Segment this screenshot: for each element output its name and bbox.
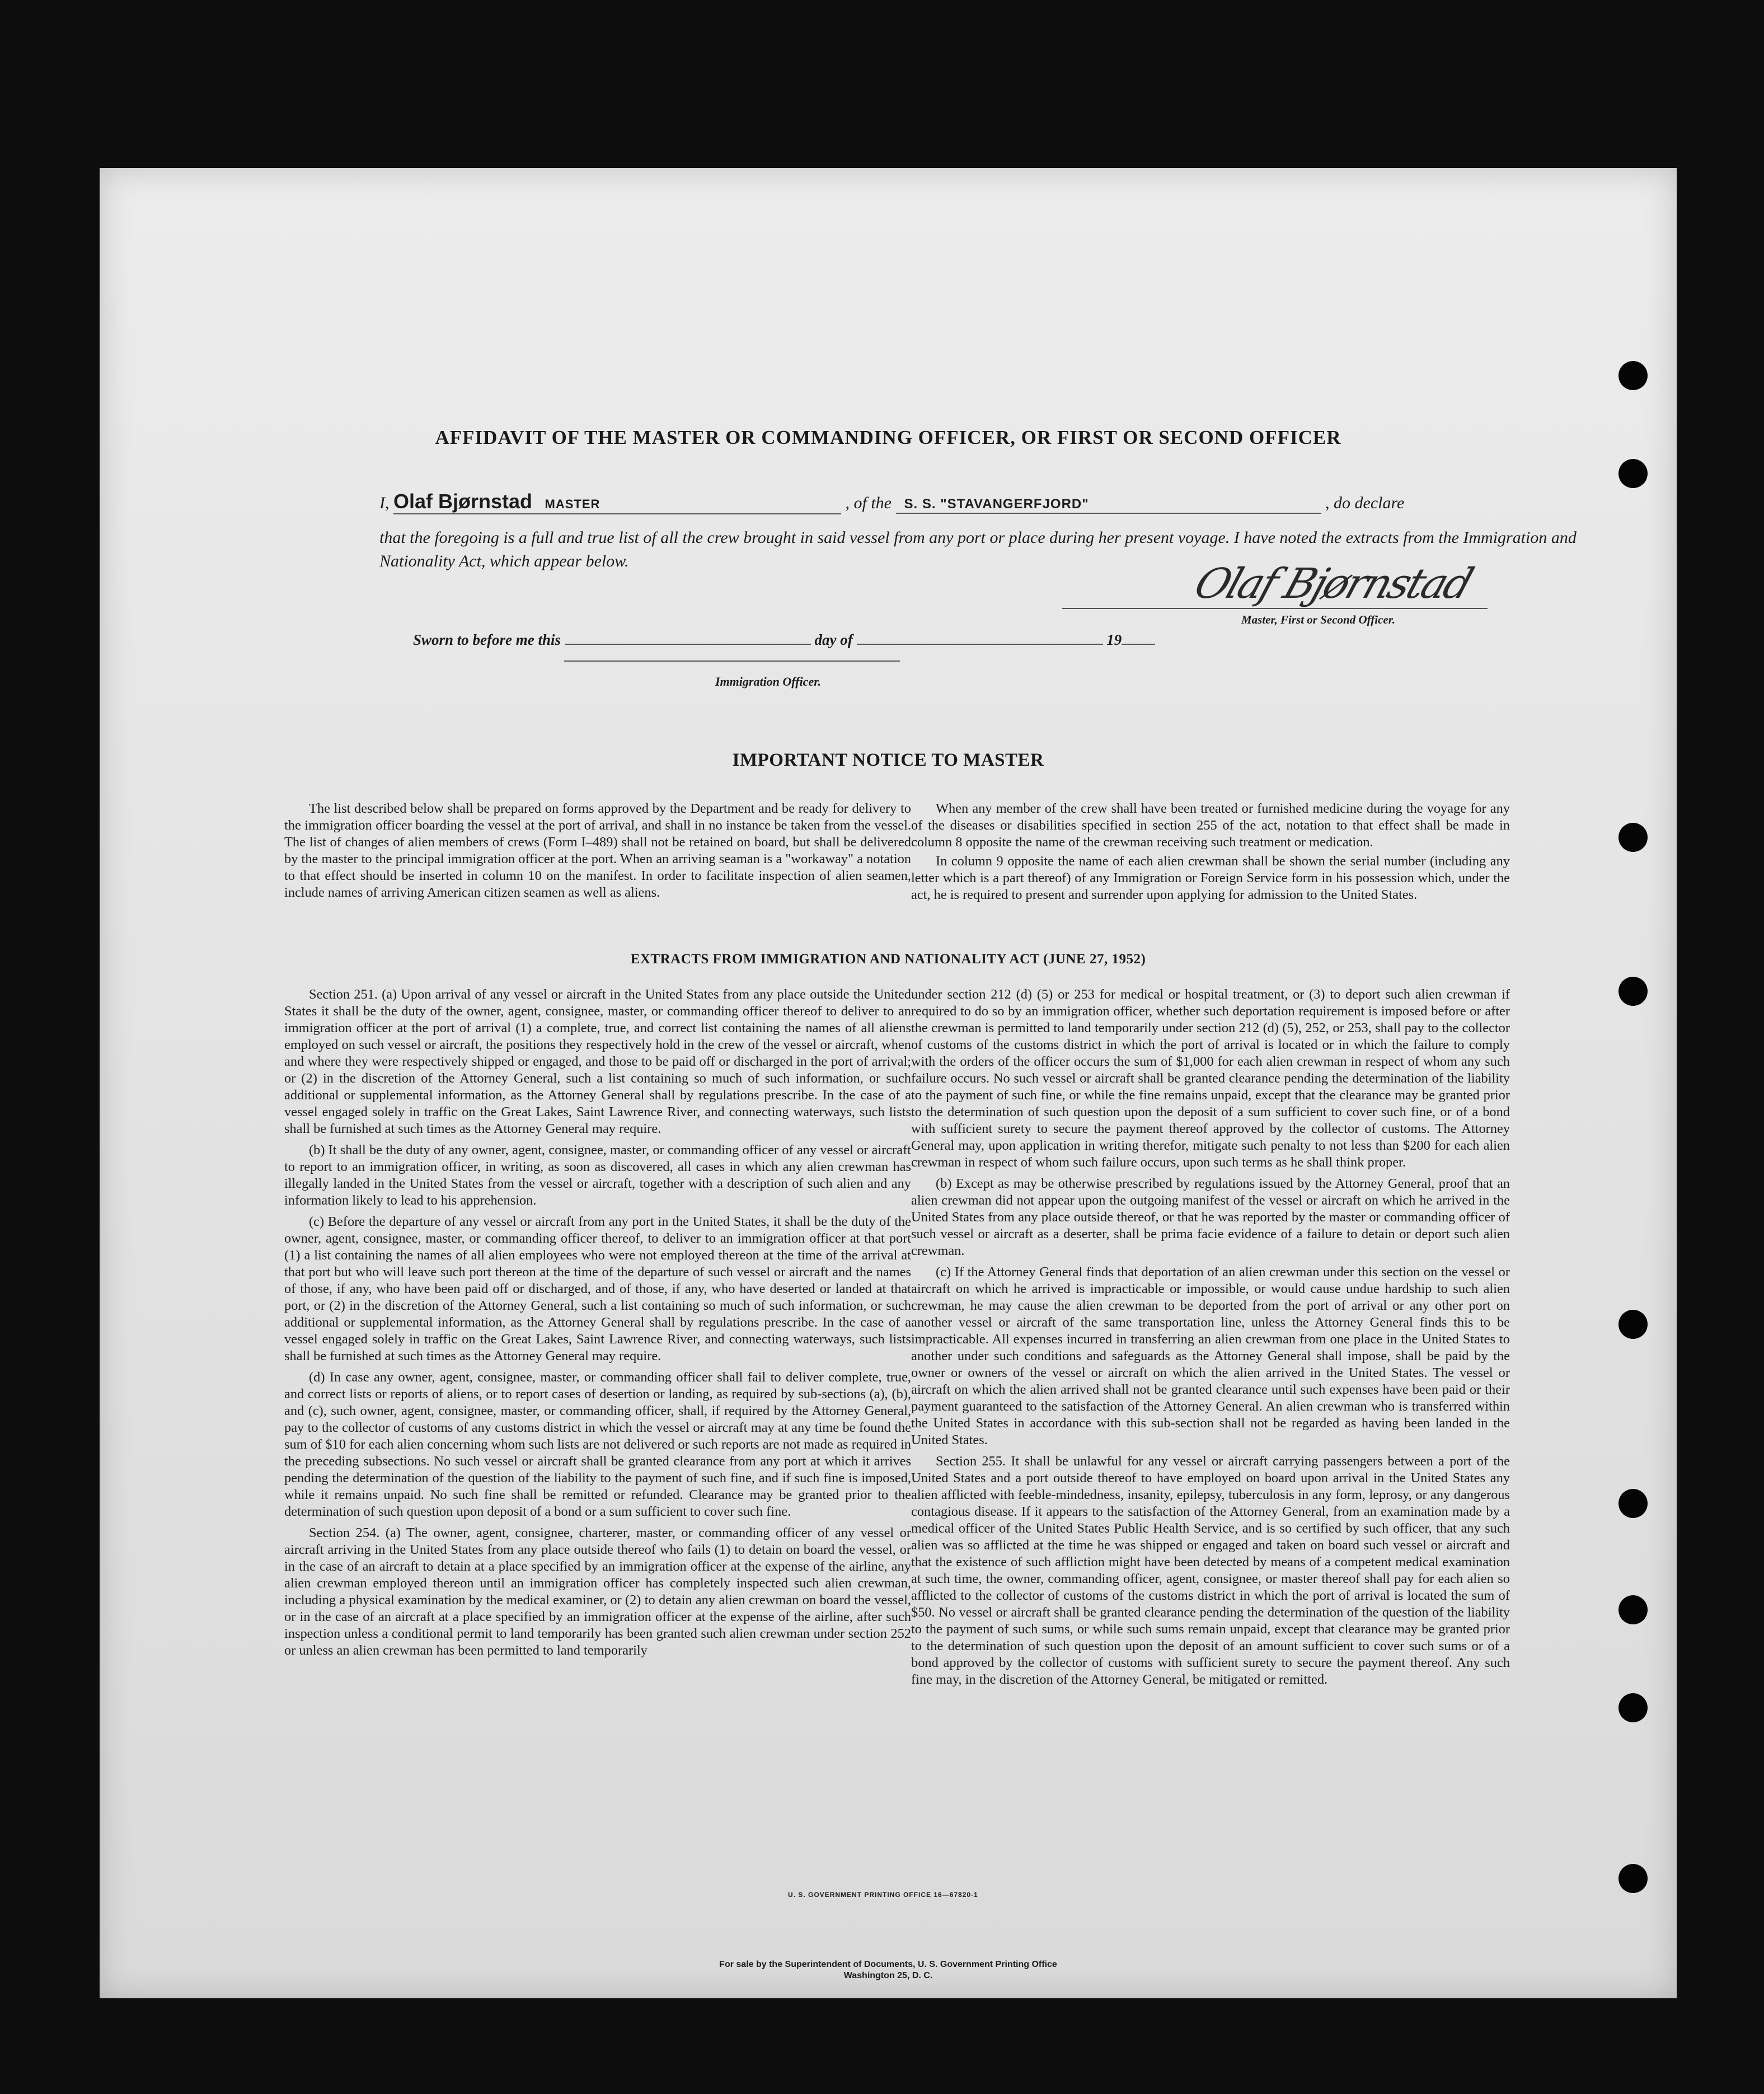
- punch-hole: [1618, 977, 1648, 1006]
- affidavit-declaration-line: [379, 490, 1622, 514]
- notice-title: IMPORTANT NOTICE TO MASTER: [732, 750, 1044, 770]
- signature-caption: Master, First or Second Officer.: [1241, 613, 1395, 626]
- punch-hole: [1618, 1864, 1648, 1893]
- notice-left-column: [284, 800, 911, 903]
- act-right-column: [911, 986, 1510, 1693]
- of-the-label: , of the: [845, 494, 892, 512]
- rank-stamp: MASTER: [545, 497, 600, 511]
- i-label: I,: [379, 494, 390, 512]
- officer-signature-line: [564, 660, 900, 662]
- sale-note: [100, 1959, 1677, 1981]
- affidavit-title: AFFIDAVIT OF THE MASTER OR COMMANDING OFFICER, OR FIRST OR SECOND OFFICER: [435, 427, 1341, 448]
- punch-hole: [1618, 459, 1648, 488]
- gpo-imprint: U. S. GOVERNMENT PRINTING OFFICE 16—67820-1: [788, 1891, 978, 1899]
- sale-note-line-2: Washington 25, D. C.: [843, 1971, 933, 1980]
- do-declare-label: , do declare: [1325, 494, 1405, 512]
- section-251-c: (c) Before the departure of any vessel or aircraft from any port in the United States, it shall be the duty of the owner, agent, consignee, master, or commanding officer thereof, to deliver to an immigration officer at that port (1) a list containing the names of all alien employees who were not employed thereon at the time of the arrival at that port but who will leave such port thereon at the time of the departure of such vessel or aircraft and the names of those, if any, who have been paid off or discharged, and of those, if any, who have deserted or landed at that port, or (2) in the discretion of the Attorney General, such a list containing so much of such information, or such additional or supplemental information, as the Attorney General shall by regulations prescribe. In the case of a vessel engaged solely in traffic on the Great Lakes, Saint Lawrence River, and connecting waterways, such lists shall be furnished at such times as the Attorney General may require.: [284, 1214, 911, 1364]
- day-of-label: day of: [814, 631, 853, 648]
- vessel-name: S. S. "STAVANGERFJORD": [904, 496, 1089, 512]
- signature-line: [1062, 608, 1488, 609]
- extracts-title: EXTRACTS FROM IMMIGRATION AND NATIONALITY ACT (JUNE 27, 1952): [630, 952, 1146, 967]
- punch-hole: [1618, 1693, 1648, 1722]
- master-name-field: [393, 490, 841, 514]
- act-left-column: [284, 986, 911, 1664]
- notice-right-column: [911, 800, 1510, 906]
- sworn-line: [413, 631, 1155, 649]
- section-254-b: (b) Except as may be otherwise prescribed by regulations issued by the Attorney General, proof that an alien crewman did not appear upon the outgoing manifest of the vessel or aircraft on which he arrived in the United States from any place outside thereof, or that he was reported by the master or commanding officer of such vessel or aircraft as a deserter, shall be prima facie evidence of a failure to detain or deport such alien crewman.: [911, 1176, 1510, 1258]
- section-255: Section 255. It shall be unlawful for any vessel or aircraft carrying passengers between a port of the United States and a port outside thereof to have employed on board upon arrival in the United States any alien afflicted with feeble-mindedness, insanity, epilepsy, tuberculosis in any form, leprosy, or any dangerous contagious disease. If it appears to the satisfaction of the Attorney General, from an examination made by a medical officer of the United States Public Health Service, and is so certified by such officer, that any such alien was so afflicted at the time he was shipped or engaged and taken on board such vessel or aircraft and that the existence of such affliction might have been detected by means of a competent medical examination at such time, the owner, commanding officer, agent, consignee, or master thereof shall pay for each alien so afflicted to the collector of customs of the customs district in which the port of arrival is located the sum of $50. No vessel or aircraft shall be granted clearance pending the determination of the question of the liability to the payment of such sums, or while such sums remain unpaid, except that clearance may be granted prior to the determination of such question upon the deposit of an amount sufficient to cover such sums or of a bond approved by the collector of customs with sufficient surety to secure the payment thereof. Any such fine may, in the discretion of the Attorney General, be mitigated or remitted.: [911, 1454, 1510, 1687]
- sworn-date-field: [565, 644, 811, 645]
- notice-paragraph: The list described below shall be prepared on forms approved by the Department and be ready for delivery to the immigration officer boarding the vessel at the port of arrival, and shall in no instance be taken from the vessel. The list of changes of alien members of crews (Form I–489) shall not be retained on board, but shall be delivered by the master to the principal immigration officer at the port. When an arriving seaman is a "workaway" a notation to that effect should be inserted in column 10 on the manifest. In order to facilitate inspection of alien seamen, include names of arriving American citizen seamen as well as aliens.: [284, 801, 911, 900]
- sworn-prefix: Sworn to before me this: [413, 631, 561, 648]
- punch-hole: [1618, 823, 1648, 852]
- year-prefix: 19: [1106, 631, 1122, 648]
- sworn-year-field: [1122, 644, 1155, 645]
- sale-note-line-1: For sale by the Superintendent of Documents, U. S. Government Printing Office: [719, 1960, 1057, 1969]
- section-251-a: Section 251. (a) Upon arrival of any vessel or aircraft in the United States from any place outside the United States it shall be the duty of the owner, agent, consignee, master, or commanding officer thereof to deliver to an immigration officer at the port of arrival (1) a complete, true, and correct list containing the names of all aliens employed on such vessel or aircraft, the positions they respectively hold in the crew of the vessel or aircraft, when and where they were respectively shipped or engaged, and those to be paid off or discharged in the port of arrival; or (2) in the discretion of the Attorney General, such a list containing so much of such information, or such additional or supplemental information, as the Attorney General shall by regulations prescribe. In the case of a vessel engaged solely in traffic on the Great Lakes, Saint Lawrence River, and connecting waterways, such lists shall be furnished at such times as the Attorney General may require.: [284, 987, 911, 1136]
- sworn-month-field: [857, 644, 1103, 645]
- punch-hole: [1618, 1595, 1648, 1624]
- notice-paragraph: When any member of the crew shall have been treated or furnished medicine during the voyage for any of the diseases or disabilities specified in section 255 of the act, notation to that effect shall be made in column 8 opposite the name of the crewman receiving such treatment or medication.: [911, 801, 1510, 850]
- master-signature: Olaf Bjørnstad: [1189, 560, 1477, 608]
- section-254-c: (c) If the Attorney General finds that deportation of an alien crewman under this section on the vessel or aircraft on which he arrived is impracticable or impossible, or would cause undue hardship to such alien crewman, he may cause the alien crewman to be deported from the port of arrival or any other port on another vessel or aircraft of the same transportation line, unless the Attorney General finds this to be impracticable. All expenses incurred in transferring an alien crewman from one place in the United States to another under such conditions and safeguards as the Attorney General shall impose, shall be paid by the owner or owners of the vessel or aircraft on which the alien arrived in the United States. The vessel or aircraft on which the alien arrived shall not be granted clearance until such expenses have been paid or their payment guaranteed to the satisfaction of the Attorney General. An alien crewman who is transferred within the United States in accordance with this sub-section shall not be regarded as having been landed in the United States.: [911, 1264, 1510, 1447]
- punch-hole: [1618, 1310, 1648, 1339]
- punch-hole: [1618, 361, 1648, 390]
- section-254-a: Section 254. (a) The owner, agent, consignee, charterer, master, or commanding officer of any vessel or aircraft arriving in the United States from any place outside thereof who fails (1) to detain on board the vessel, or in the case of an aircraft to detain at a place specified by an immigration officer at the expense of the airline, any alien crewman employed thereon until an immigration officer has completely inspected such alien crewman, including a physical examination by the medical examiner, or (2) to detain any alien crewman on board the vessel, or in the case of an aircraft at a place specified by an immigration officer at the expense of the airline, after such inspection unless a conditional permit to land temporarily has been granted such alien crewman under section 252 or unless an alien crewman has been permitted to land temporarily: [284, 1525, 911, 1658]
- punch-hole: [1618, 1489, 1648, 1518]
- document-page: [100, 168, 1677, 1998]
- section-251-d: (d) In case any owner, agent, consignee, master, or commanding officer shall fail to deliver complete, true, and correct lists or reports of aliens, or to report cases of desertion or landing, as required by sub-sections (a), (b), and (c), such owner, agent, consignee, master, or commanding officer, shall, if required by the Attorney General, pay to the collector of customs of any customs district in which the vessel or aircraft may at any time be found the sum of $10 for each alien concerning whom such lists are not delivered or such reports are not made as required in the preceding subsections. No such vessel or aircraft shall be granted clearance from any port at which it arrives pending the determination of the question of the liability to the payment of such fine, and if such fine is imposed, while it remains unpaid. No such fine shall be remitted or refunded. Clearance may be granted prior to the determination of such question upon deposit of a bond or a sum sufficient to cover such fine.: [284, 1370, 911, 1519]
- affidavit-statement: that the foregoing is a full and true list of all the crew brought in said vessel from any port or place during her present voyage. I have noted the extracts from the Immigration and Nationality Act, which appear below.: [379, 528, 1577, 570]
- section-251-b: (b) It shall be the duty of any owner, agent, consignee, master, or commanding officer of any vessel or aircraft to report to an immigration officer, in writing, as soon as discovered, all cases in which any alien crewman has illegally landed in the United States from the vessel or aircraft, together with a description of such alien and any information likely to lead to his apprehension.: [284, 1142, 911, 1208]
- vessel-field: [896, 494, 1321, 514]
- master-name: Olaf Bjørnstad: [393, 490, 533, 513]
- section-254-a-continued: under section 212 (d) (5) or 253 for medical or hospital treatment, or (3) to deport such alien crewman if required to do so by an immigration officer, whether such deportation requirement is imposed before or after the crewman is permitted to land temporarily under section 212 (d) (5), 252, or 253, shall pay to the collector of customs of the customs district in which the port of arrival is located or in which the failure to comply with the orders of the officer occurs the sum of $1,000 for each alien crewman in respect of whom any such failure occurs. No such vessel or aircraft shall be granted clearance pending the determination of the liability to the payment of such fine, or while the fine remains unpaid, except that the clearance may be granted prior to the determination of such question upon the deposit of a sum sufficient to cover such fine, or of a bond with sufficient surety to secure the payment thereof approved by the collector of customs. The Attorney General may, upon application in writing therefor, mitigate such penalty to not less than $200 for each alien crewman in respect of whom such failure occurs, upon such terms as he shall think proper.: [911, 987, 1510, 1170]
- notice-paragraph: In column 9 opposite the name of each alien crewman shall be shown the serial number (including any letter which is a part thereof) of any Immigration or Foreign Service form in his possession which, under the act, he is required to present and surrender upon applying for admission to the United States.: [911, 854, 1510, 902]
- officer-caption: Immigration Officer.: [715, 674, 822, 688]
